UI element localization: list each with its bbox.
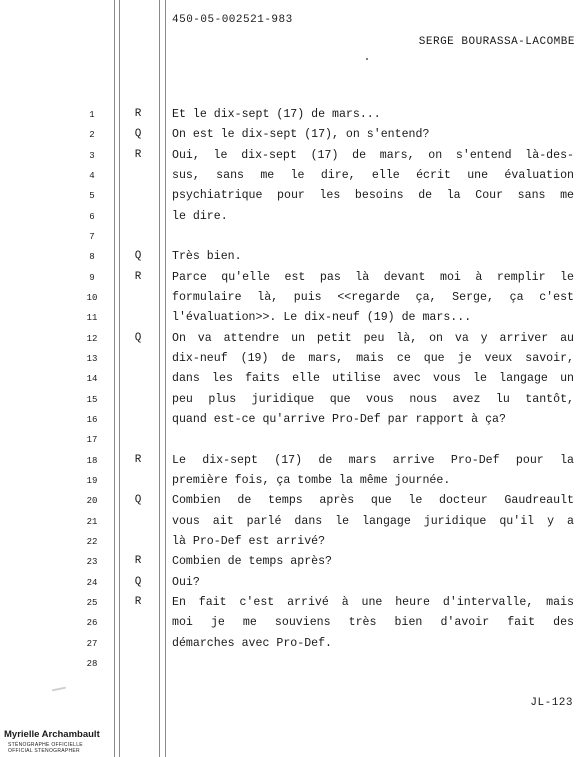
line-number: 12 bbox=[86, 333, 98, 344]
transcript-line: Et le dix-sept (17) de mars... bbox=[172, 108, 381, 121]
transcript-line: démarches avec Pro-Def. bbox=[172, 636, 333, 650]
speaker-marker: Q bbox=[134, 128, 142, 141]
speaker-marker: R bbox=[134, 108, 142, 120]
transcript-line: Oui, le dix-sept (17) de mars, on s'entend là-des- bbox=[172, 148, 574, 162]
transcript-line: formulaire là, puis <<regarde ça, Serge, ça c'est bbox=[172, 290, 574, 304]
transcript-line: Combien de temps après? bbox=[172, 555, 333, 569]
stenographer-title-en: OFFICIAL STENOGRAPHER bbox=[8, 748, 80, 754]
stenographer-title-fr: STÉNOGRAPHE OFFICIELLE bbox=[8, 742, 83, 748]
speaker-marker: R bbox=[134, 270, 142, 283]
speaker-marker: R bbox=[134, 595, 142, 608]
transcript-line: l'évaluation>>. Le dix-neuf (19) de mars... bbox=[172, 311, 472, 325]
transcript-line: moi je me souviens très bien d'avoir fait des bbox=[172, 616, 574, 630]
speaker-marker: Q bbox=[134, 331, 142, 344]
transcript-line: là Pro-Def est arrivé? bbox=[172, 534, 326, 548]
transcript-line: dix-neuf (19) de mars, mais ce que je veux savoir, bbox=[172, 351, 574, 365]
transcript-line: première fois, ça tombe la même journée. bbox=[172, 473, 451, 487]
stenographer-name: Myrielle Archambault bbox=[4, 729, 100, 740]
case-number: 450-05-002521-983 bbox=[172, 14, 293, 26]
margin-rule-left-outer bbox=[114, 0, 115, 757]
transcript-line: peu plus juridique que vous nous avez lu tantôt, bbox=[172, 392, 574, 406]
line-number: 28 bbox=[86, 658, 98, 669]
transcript-line: On est le dix-sept (17), on s'entend? bbox=[172, 128, 430, 142]
speaker-marker: Q bbox=[134, 494, 142, 507]
speaker-marker: R bbox=[134, 555, 142, 568]
line-number: 22 bbox=[86, 536, 98, 547]
line-number: 26 bbox=[86, 618, 98, 629]
line-number: 11 bbox=[86, 313, 98, 324]
transcript-line: En fait c'est arrivé à une heure d'intervalle, mais bbox=[172, 595, 574, 609]
transcript-line: Très bien. bbox=[172, 250, 242, 264]
speaker-marker: R bbox=[134, 453, 142, 466]
line-number: 20 bbox=[86, 496, 98, 507]
smudge-mark bbox=[52, 687, 66, 692]
transcript-line: Oui? bbox=[172, 575, 200, 589]
line-number: 15 bbox=[86, 394, 98, 405]
line-number: 3 bbox=[89, 150, 95, 161]
speaker-marker: Q bbox=[134, 575, 142, 588]
speaker-rule-right bbox=[165, 0, 166, 757]
line-number: 7 bbox=[89, 231, 95, 242]
transcript-line: dans les faits elle utilise avec vous le langage un bbox=[172, 372, 574, 386]
margin-rule-left-inner bbox=[119, 0, 120, 757]
line-number: 1 bbox=[89, 110, 95, 120]
speaker-rule-left bbox=[159, 0, 160, 757]
transcript-line: psychiatrique pour les besoins de la Cour sans me bbox=[172, 189, 574, 203]
line-number: 19 bbox=[86, 475, 98, 486]
line-number: 24 bbox=[86, 577, 98, 588]
transcript-line: quand est-ce qu'arrive Pro-Def par rapport à ça? bbox=[172, 412, 506, 426]
line-number: 27 bbox=[86, 638, 98, 649]
witness-name: SERGE BOURASSA-LACOMBE bbox=[418, 36, 575, 48]
page-code: JL-123 bbox=[530, 697, 573, 709]
line-number: 4 bbox=[89, 170, 95, 181]
speaker-marker: R bbox=[134, 148, 142, 161]
line-number: 9 bbox=[89, 272, 95, 283]
speaker-marker: Q bbox=[134, 250, 142, 263]
line-number: 25 bbox=[86, 597, 98, 608]
transcript-line: Le dix-sept (17) de mars arrive Pro-Def pour la bbox=[172, 453, 574, 467]
line-number: 18 bbox=[86, 455, 98, 466]
line-number: 14 bbox=[86, 374, 98, 385]
line-number: 13 bbox=[86, 353, 98, 364]
line-number: 16 bbox=[86, 414, 98, 425]
line-number: 23 bbox=[86, 557, 98, 568]
transcript-line: le dire. bbox=[172, 209, 228, 223]
speck bbox=[366, 58, 368, 60]
transcript-line: sus, sans me le dire, elle écrit une évaluation bbox=[172, 168, 574, 182]
line-number: 6 bbox=[89, 211, 95, 222]
transcript-line: Parce qu'elle est pas là devant moi à remplir le bbox=[172, 270, 574, 284]
line-number: 2 bbox=[89, 130, 95, 141]
line-number: 5 bbox=[89, 191, 95, 202]
transcript-line: Combien de temps après que le docteur Gaudreault bbox=[172, 494, 574, 508]
line-number: 21 bbox=[86, 516, 98, 527]
transcript-line: On va attendre un petit peu là, on va y arriver au bbox=[172, 331, 574, 345]
line-number: 8 bbox=[89, 252, 95, 263]
transcript-line: vous ait parlé dans le langage juridique qu'il y a bbox=[172, 514, 574, 528]
line-number: 10 bbox=[86, 292, 98, 303]
line-number: 17 bbox=[86, 435, 98, 446]
